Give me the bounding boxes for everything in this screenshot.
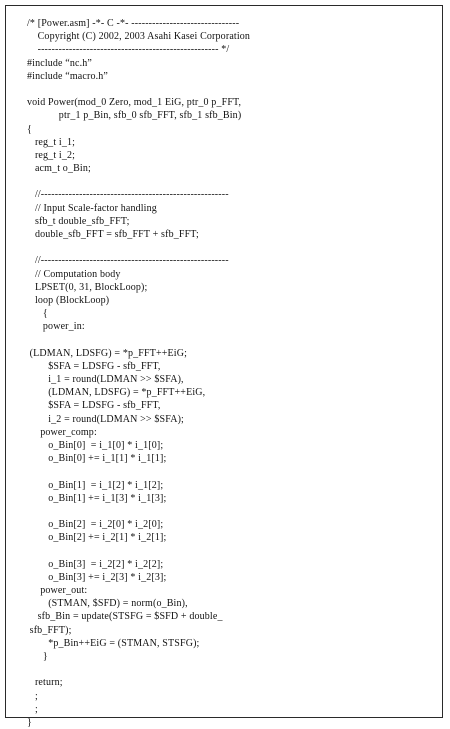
code-line: $SFA = LDSFG - sfb_FFT, (27, 400, 161, 412)
code-line: (LDMAN, LDSFG) = *p_FFT++EiG, (27, 387, 206, 399)
code-line: (LDMAN, LDSFG) = *p_FFT++EiG; (27, 347, 188, 359)
code-line: /* [Power.asm] -*- C -*- ------------------------------- (27, 18, 240, 29)
code-line: power_comp: (27, 426, 97, 438)
code-line: i_2 = round(LDMAN >> $SFA); (27, 413, 184, 425)
code-line: power_in: (27, 321, 85, 333)
code-line (27, 663, 250, 676)
code-line: *p_Bin++EiG = (STMAN, STSFG); (27, 637, 200, 649)
code-line: ---------------------------------------------------- */ (27, 44, 230, 56)
code-line: // Computation body (27, 268, 121, 280)
code-line: return; (27, 677, 63, 689)
code-line: loop (BlockLoop) (27, 294, 110, 306)
code-line: o_Bin[1] += i_1[3] * i_1[3]; (27, 492, 167, 504)
code-line (27, 334, 250, 347)
code-line: ; (27, 690, 38, 702)
code-line: //------------------------------------------------------ (27, 255, 229, 267)
code-line (27, 83, 250, 96)
code-listing-frame (5, 5, 443, 728)
code-line (27, 505, 250, 518)
code-line: o_Bin[0] = i_1[0] * i_1[0]; (27, 440, 164, 451)
code-line: Copyright (C) 2002, 2003 Asahi Kasei Corporation (27, 31, 251, 43)
code-line (27, 545, 250, 558)
code-line: ptr_1 p_Bin, sfb_0 sfb_FFT, sfb_1 sfb_Bin) (27, 110, 242, 122)
code-line: sfb_FFT); (27, 624, 72, 636)
code-line: o_Bin[3] += i_2[3] * i_2[3]; (27, 571, 167, 583)
code-line: } (27, 716, 32, 728)
code-line: i_1 = round(LDMAN >> $SFA), (27, 374, 184, 386)
code-line: o_Bin[2] = i_2[0] * i_2[0]; (27, 519, 164, 531)
code-line: double_sfb_FFT = sfb_FFT + sfb_FFT; (27, 229, 199, 240)
code-line: { (27, 308, 48, 320)
code-line: void Power(mod_0 Zero, mod_1 EiG, ptr_0 p_FFT, (27, 97, 242, 109)
code-line: #include “macro.h” (27, 70, 108, 82)
code-line: $SFA = LDSFG - sfb_FFT, (27, 360, 161, 372)
code-listing (27, 17, 250, 729)
code-line: acm_t o_Bin; (27, 163, 91, 175)
code-line: o_Bin[0] += i_1[1] * i_1[1]; (27, 453, 167, 465)
code-line: reg_t i_1; (27, 136, 76, 148)
code-line: ; (27, 703, 38, 715)
code-line: power_out: (27, 585, 88, 597)
code-line: } (27, 651, 48, 662)
code-line: o_Bin[1] = i_1[2] * i_1[2]; (27, 479, 164, 491)
code-line (27, 241, 250, 254)
code-line: (STMAN, $SFD) = norm(o_Bin), (27, 598, 188, 610)
code-line (27, 465, 250, 478)
code-line: //------------------------------------------------------ (27, 189, 229, 201)
code-line: sfb_Bin = update(STSFG = $SFD + double_ (27, 611, 223, 623)
code-line: reg_t i_2; (27, 149, 76, 161)
code-line: #include “nc.h” (27, 57, 92, 69)
code-line: o_Bin[3] = i_2[2] * i_2[2]; (27, 558, 164, 570)
code-line: // Input Scale-factor handling (27, 202, 157, 214)
code-line: o_Bin[2] += i_2[1] * i_2[1]; (27, 532, 167, 544)
code-line (27, 175, 250, 188)
code-line: sfb_t double_sfb_FFT; (27, 215, 130, 227)
code-line: { (27, 123, 32, 135)
code-line: LPSET(0, 31, BlockLoop); (27, 281, 148, 293)
